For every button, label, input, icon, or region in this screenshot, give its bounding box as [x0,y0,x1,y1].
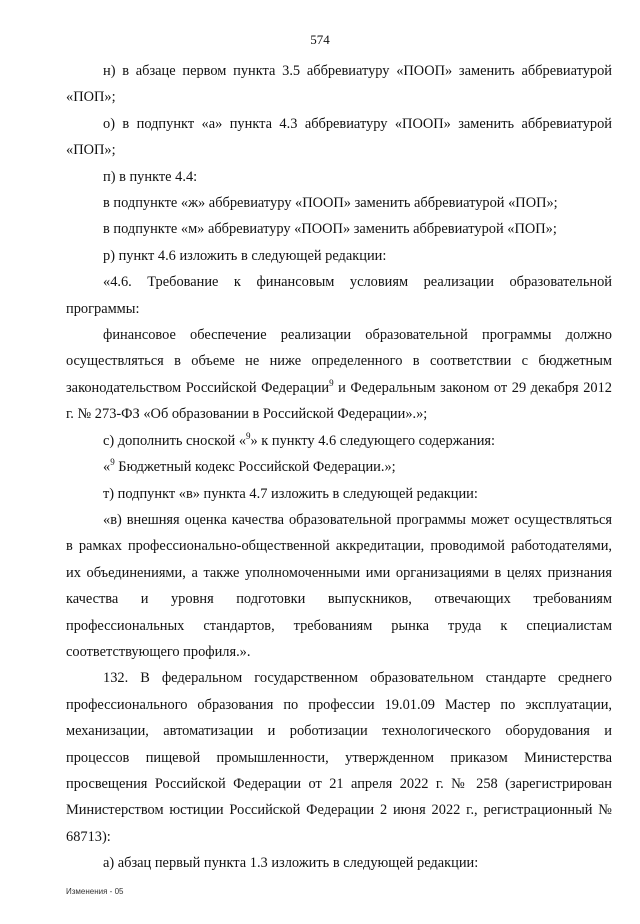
paragraph-a: а) абзац первый пункта 1.3 изложить в следующей редакции: [103,855,479,872]
paragraph-4-6-heading: «4.6. Требование к финансовым условиям реализации образовательной программы: [66,274,612,317]
footnote-add-text-start: с) дополнить сноской « [103,432,247,449]
paragraph-subitem-zh: в подпункте «ж» аббревиатуру «ПООП» заменить аббревиатурой «ПОП»; [103,195,558,212]
footnote-ref-9: 9 [329,377,334,388]
paragraph-financing [66,322,612,428]
footnote-content-sup: 9 [110,457,115,468]
footnote-add-text-end: » к пункту 4.6 следующего содержания: [250,432,496,449]
paragraph-p: п) в пункте 4.4: [103,168,198,185]
financing-text-end: и Федеральным законом от 29 декабря 2012 г. № 273-ФЗ «Об образовании в Российской Федерации».»; [66,379,612,423]
page-number: 574 [310,32,330,47]
paragraph-t: т) подпункт «в» пункта 4.7 изложить в следующей редакции: [103,485,478,502]
footnote-open-quote: « [103,459,111,476]
paragraph-r: р) пункт 4.6 изложить в следующей редакции: [103,247,387,264]
paragraph-n: н) в абзаце первом пункта 3.5 аббревиатуру «ПООП» заменить аббревиатурой «ПОП»; [66,63,612,106]
footnote-content-text: Бюджетный кодекс Российской Федерации.»; [114,459,396,476]
paragraph-132: 132. В федеральном государственном образовательном стандарте среднего профессионального образования по профессии 19.01.09 Мастер по эксплуатации, механизации, автоматизации и роботизации технологического оборудования и процессов пищевой промышленности, утвержденном приказом Министерства просвещения Российской Федерации от 21 апреля 2022 г. № 258 (зарегистрирован Министерством юстиции Российской Федерации 2 июня 2022 г., регистрационный № 68713): [66,670,612,845]
document-body [66,58,612,877]
paragraph-footnote-content [66,454,612,480]
footnote-add-sup: 9 [246,430,251,441]
paragraph-external-evaluation: «в) внешняя оценка качества образовательной программы может осуществляться в рамках профессионально-общественной аккредитации, проводимой работодателями, их объединениями, а также уполномоченными ими организациями в целях признания качества и уровня подготовки выпускников, отвечающих требованиям профессиональных стандартов, требованиям рынка труда к специалистам соответствующего профиля.». [66,511,612,660]
paragraph-s [66,428,612,454]
paragraph-subitem-m: в подпункте «м» аббревиатуру «ПООП» заменить аббревиатурой «ПОП»; [103,221,557,238]
paragraph-o: о) в подпункт «а» пункта 4.3 аббревиатуру «ПООП» заменить аббревиатурой «ПОП»; [66,115,612,159]
footer-label: Изменения - 05 [66,887,124,896]
financing-text-start: финансовое обеспечение реализации образовательной программы должно осуществляться в объеме не ниже определенного в соответствии с бюджетным законодательством Российской Федерации [66,327,612,396]
